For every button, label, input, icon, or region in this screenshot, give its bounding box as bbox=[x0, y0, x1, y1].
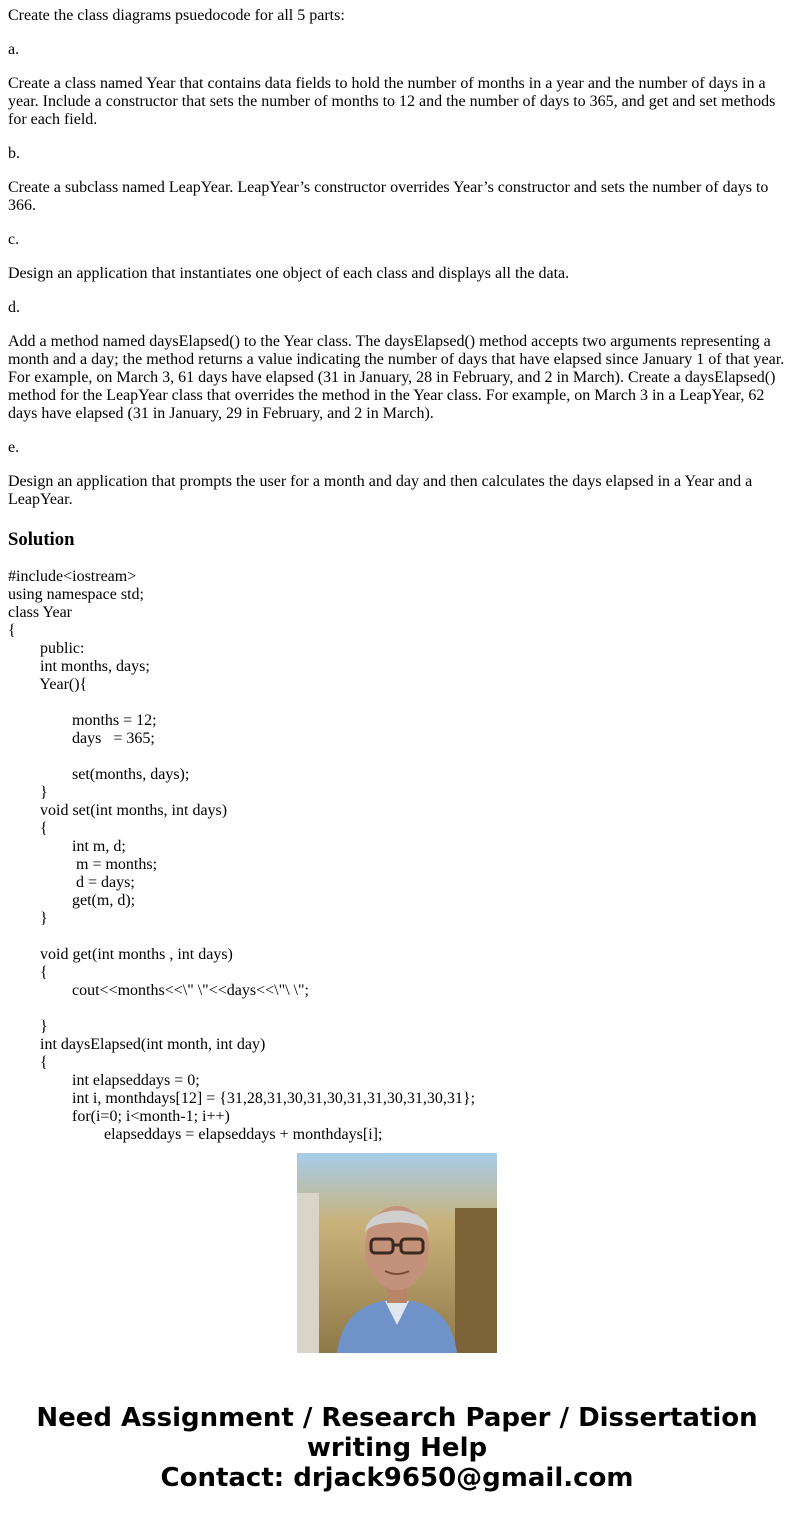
code-line: int m, d; bbox=[8, 838, 126, 855]
part-a-text: Create a class named Year that contains data fields to hold the number of months in a year and the number of days in a year. Include a constructor that sets the number of months to 12 and the number of days to 365, and get and set methods for each field. bbox=[8, 75, 776, 128]
question-document bbox=[8, 7, 786, 567]
solution-heading: Solution bbox=[8, 529, 75, 550]
code-line: m = months; bbox=[8, 856, 158, 873]
code-line: months = 12; bbox=[8, 712, 157, 729]
promo-banner bbox=[0, 1403, 794, 1493]
author-avatar bbox=[297, 1153, 497, 1353]
part-b-label: b. bbox=[8, 145, 20, 162]
promo-line-1: Need Assignment / Research Paper / Dissertation bbox=[36, 1403, 758, 1433]
part-e-text: Design an application that prompts the user for a month and day and then calculates the days elapsed in a Year and a LeapYear. bbox=[8, 473, 753, 508]
part-b-text: Create a subclass named LeapYear. LeapYear’s constructor overrides Year’s constructor and sets the number of days to 366. bbox=[8, 179, 769, 214]
code-line bbox=[8, 694, 786, 712]
code-line: days = 365; bbox=[8, 730, 155, 747]
code-line: d = days; bbox=[8, 874, 135, 891]
code-line: { bbox=[8, 964, 48, 981]
part-c-text: Design an application that instantiates one object of each class and displays all the data. bbox=[8, 265, 570, 282]
code-line: } bbox=[8, 910, 48, 927]
code-line: } bbox=[8, 1018, 48, 1035]
part-c-label: c. bbox=[8, 231, 20, 248]
code-line: using namespace std; bbox=[8, 586, 144, 603]
code-line bbox=[8, 748, 786, 766]
promo-line-2: writing Help bbox=[306, 1433, 488, 1463]
code-line: { bbox=[8, 820, 48, 837]
code-line: int months, days; bbox=[8, 658, 150, 675]
code-line: { bbox=[8, 1054, 48, 1071]
question-intro: Create the class diagrams psuedocode for all 5 parts: bbox=[8, 7, 345, 24]
code-line: get(m, d); bbox=[8, 892, 136, 909]
code-line: class Year bbox=[8, 604, 72, 621]
code-line: cout<<months<<\" \"<<days<<\"\ \"; bbox=[8, 982, 309, 999]
code-line: elapseddays = elapseddays + monthdays[i]; bbox=[8, 1126, 383, 1143]
part-d-label: d. bbox=[8, 299, 20, 316]
code-line: { bbox=[8, 622, 16, 639]
solution-code-block bbox=[8, 568, 786, 1143]
code-line: int i, monthdays[12] = {31,28,31,30,31,30,31,31,30,31,30,31}; bbox=[8, 1090, 476, 1107]
code-line: public: bbox=[8, 640, 85, 657]
code-line: } bbox=[8, 784, 48, 801]
code-line bbox=[8, 1000, 786, 1018]
part-e-label: e. bbox=[8, 439, 20, 456]
author-photo-icon bbox=[297, 1153, 497, 1353]
promo-contact: Contact: drjack9650@gmail.com bbox=[160, 1463, 634, 1493]
code-line bbox=[8, 928, 786, 946]
code-line: set(months, days); bbox=[8, 766, 190, 783]
code-line: int elapseddays = 0; bbox=[8, 1072, 200, 1089]
part-a-label: a. bbox=[8, 41, 20, 58]
code-line: for(i=0; i<month-1; i++) bbox=[8, 1108, 230, 1125]
code-line: void set(int months, int days) bbox=[8, 802, 228, 819]
code-line: void get(int months , int days) bbox=[8, 946, 233, 963]
code-line: Year(){ bbox=[8, 676, 88, 693]
part-d-text: Add a method named daysElapsed() to the Year class. The daysElapsed() method accepts two arguments representing a month and a day; the method returns a value indicating the number of days that have elapsed since January 1 of that year. For example, on March 3, 61 days have elapsed (31 in January, 28 in February, and 2 in March). Create a daysElapsed() method for the LeapYear class that overrides the method in the Year class. For example, on March 3 in a LeapYear, 62 days have elapsed (31 in January, 29 in February, and 2 in March). bbox=[8, 333, 785, 422]
code-line: int daysElapsed(int month, int day) bbox=[8, 1036, 266, 1053]
code-line: #include<iostream> bbox=[8, 568, 137, 585]
